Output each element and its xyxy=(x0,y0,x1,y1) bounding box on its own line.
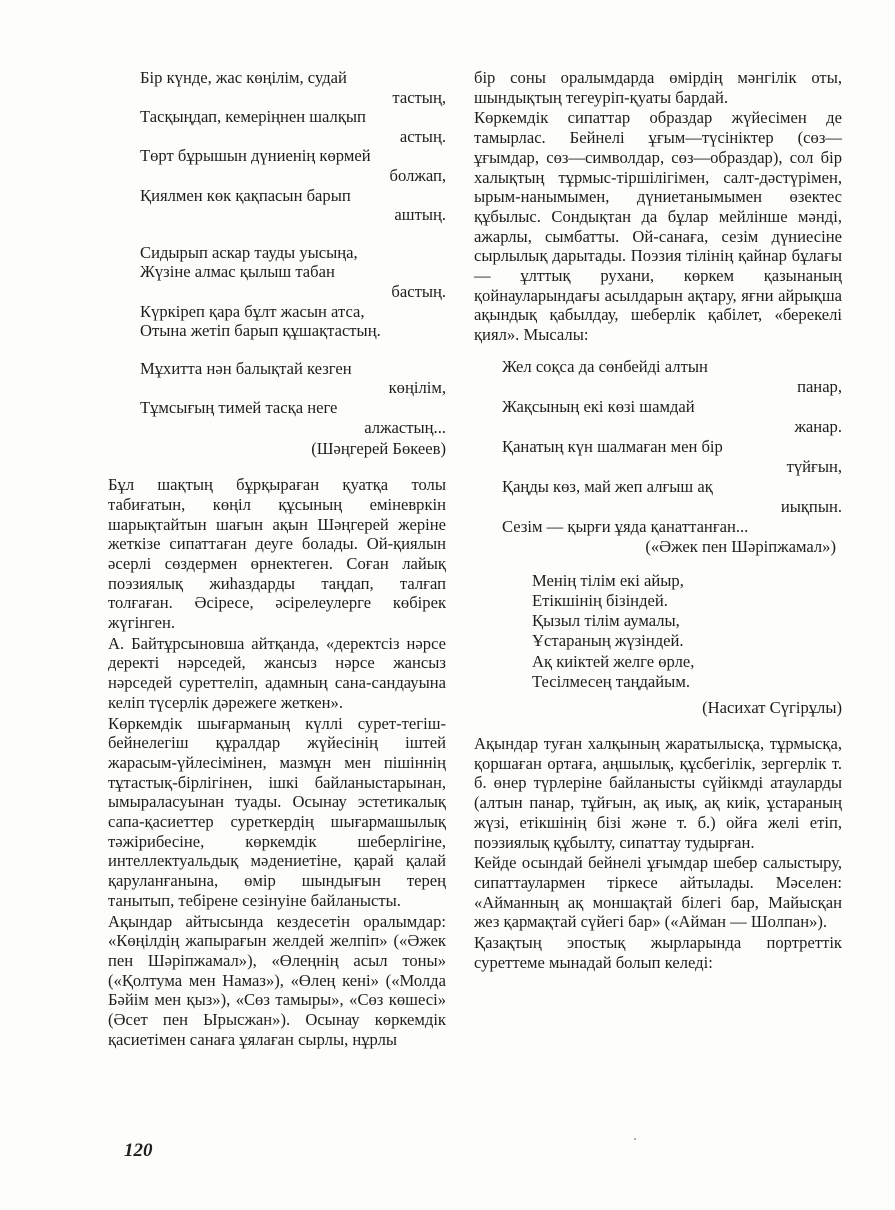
left-paragraphs xyxy=(108,475,446,1049)
poem-line: Жел соқса да сөнбейді алтын xyxy=(502,356,708,376)
poem-line: Қиялмен көк қақпасын барып xyxy=(140,185,351,205)
poem-line: Тесілмесең таңдайым. xyxy=(532,671,690,691)
poem-line-continuation: тастың, xyxy=(392,87,446,107)
poem-line: Қаңды көз, май жеп алғыш ақ xyxy=(502,476,713,496)
attribution-shangerey: (Шәңгерей Бөкеев) xyxy=(311,439,446,459)
poem-line-continuation: аштың. xyxy=(394,205,446,225)
paragraph: бір соны оралымдарда өмірдің мәнгілік оты, шындықтың тегеуріп-қуаты бардай. xyxy=(474,68,842,107)
poem-nasikhat xyxy=(532,571,842,692)
poem-line-continuation: жанар. xyxy=(794,416,842,436)
right-paragraphs-top xyxy=(474,68,842,345)
poem-line: Бір күнде, жас көңілім, судай xyxy=(140,68,347,87)
paragraph: Кейде осындай бейнелі ұғымдар шебер салыстыру, сипаттаулармен тіркесе айтылады. Мәселен: «Айманның ақ моншақтай білегі бар, Майысқан жез қармақтай сүйегі бар» («Айман — Шолпан»). xyxy=(474,853,842,932)
poem-azhek xyxy=(502,357,842,537)
poem-line-continuation: иықпын. xyxy=(780,496,842,516)
poem-line-continuation: көңілім, xyxy=(388,378,446,398)
poem-line: Менің тілім екі айыр, xyxy=(532,570,684,590)
attribution-azhek: («Әжек пен Шәріпжамал») xyxy=(645,536,836,556)
scan-speck xyxy=(634,1138,636,1140)
poem-line: Жақсының екі көзі шамдай xyxy=(502,396,695,416)
page-number: 120 xyxy=(124,1140,153,1161)
poem-line: Ақ киіктей желге өрле, xyxy=(532,651,695,671)
poem-line: Қызыл тілім аумалы, xyxy=(532,611,680,631)
poem-line: Күркіреп қара бұлт жасын атса, xyxy=(140,301,365,321)
poem-line: Етікшінің бізіндей. xyxy=(532,591,668,611)
right-column xyxy=(474,68,842,973)
poem-line-continuation: панар, xyxy=(797,376,842,396)
poem-line: Тұмсығың тимей тасқа неге xyxy=(140,397,338,417)
paragraph: Ақындар айтысында кездесетін оралымдар: «Көңілдің жапырағын желдей желпіп» («Әжек пен Шәріпжамал»), «Өлеңнің асыл тоны» («Қолтума мен Намаз»), «Өлең кені» («Молда Бәйім мен қыз»), «Сөз тамыры», «Сөз көшесі» (Әсет пен Ырысжан»). Осынау көркемдік қасиетімен санаға ұялаған сырлы, нұрлы xyxy=(108,911,446,1049)
left-column xyxy=(108,68,446,1049)
poem-line: Қанатың күн шалмаған мен бір xyxy=(502,436,723,456)
poem-line-continuation: болжап, xyxy=(389,165,446,185)
paragraph: Көркемдік шығарманың күллі сурет-тегіш-бейнелегіш құралдар жүйесінің іштей жарасым-үйлесімінен, мазмұн мен пішіннің тұтастық-бірлігінен, ішкі байланыстарынан, ымыраласуынан туады. Осынау эстетикалық сапа-қасиеттер суреткердің шығармашылық тәжірибесіне, көркемдік шеберлігіне, интеллектуальдық мәдениетіне, қарай қалай қаруланғанына, өмір шындығын терең танытып, тебірене сезінуіне байланысты. xyxy=(108,713,446,910)
poem-line-continuation: астың. xyxy=(399,126,446,146)
paragraph: Көркемдік сипаттар образдар жүйесімен де тамырлас. Бейнелі ұғым—түсініктер (сөз—ұғымдар, сөз—символдар, сөз—образдар), сол бір халықтың тұрмыс-тіршілігімен, салт-дәстүрімен, ырым-нанымымен, дүниетанымымен өзектес құбылыс. Сондықтан да бұлар мейлінше мәнді, ажарлы, сымбатты. Ой-санаға, сезім дүниесіне сырлылық дарытады. Поэзия тілінің қайнар бұлағы — ұлттық рухани, көркем қазынаның қойнауларындағы асылдарын ақтару, яғни айрықша ақындық қабылдау, шеберлік қабілет, «берекелі қиял». Мысалы: xyxy=(474,108,842,345)
poem-line: Отына жетіп барып құшақтастың. xyxy=(140,321,381,341)
poem-line: Төрт бұрышын дүниенің көрмей xyxy=(140,146,371,166)
paragraph: Қазақтың эпостық жырларында портреттік суреттеме мынадай болып келеді: xyxy=(474,933,842,972)
paragraph: Бұл шақтың бұрқыраған қуатқа толы табиғатын, көңіл құсының еміневркін шарықтайтын шағын ақын Шәңгерей жеріне жеткізе сипаттаған деуге болады. Ой-қиялын әсерлі сөздермен өрнектеген. Соған лайық поэзиялық жиһаздарды таңдап, талғап толғаған. Әсіресе, әсірелеулерге көбірек жүгінген. xyxy=(108,475,446,633)
paragraph: Ақындар туған халқының жаратылысқа, тұрмысқа, қоршаған ортаға, аңшылық, құсбегілік, зергерлік т. б. өнер түрлеріне байланысты сүйікмді атауларды (алтын панар, тұйғын, ақ иық, ақ киік, ұстараның жүзі, етікшінің бізі және т. б.) ойға желі етіп, поэзиялық құбылту, сипаттау тудырған. xyxy=(474,734,842,852)
poem-line: Тасқыңдап, кемеріңнен шалқып xyxy=(140,107,366,127)
poem-line-continuation: алжастың... xyxy=(364,417,446,437)
right-paragraphs-bottom xyxy=(474,734,842,972)
poem-line: Жүзіне алмас қылыш табан xyxy=(140,262,335,282)
stanza-gap xyxy=(140,225,446,243)
poem-line-continuation: түйғын, xyxy=(786,456,842,476)
poem-line: Сидырып аскар тауды уысыңа, xyxy=(140,242,358,262)
attribution-nasikhat: (Насихат Сүгірұлы) xyxy=(702,698,842,718)
stanza-gap xyxy=(140,341,446,359)
poem-line-continuation: бастың. xyxy=(391,281,446,301)
poem-line: Ұстараның жүзіндей. xyxy=(532,631,684,651)
poem-line: Сезім — қырғи ұяда қанаттанған... xyxy=(502,516,749,536)
paragraph: А. Байтұрсыновша айтқанда, «деректсіз нәрсе деректі нәрседей, жансыз нәрсе жансыз нәрседей суреттеліп, адамның сана-сандауына келіп түсерлік дәрежеге жеткен». xyxy=(108,633,446,712)
poem-line: Мұхитта нән балықтай кезген xyxy=(140,358,352,378)
poem-shangerey xyxy=(140,68,446,437)
